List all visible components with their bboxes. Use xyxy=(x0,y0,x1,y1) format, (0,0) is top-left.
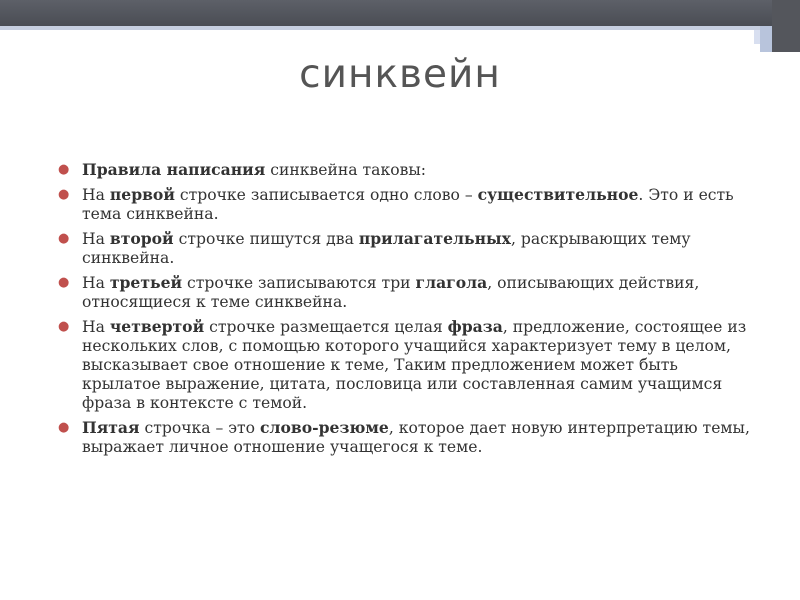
bullet-icon: ● xyxy=(58,319,70,334)
header-stripe xyxy=(0,26,800,30)
item-text xyxy=(82,186,734,223)
list-item xyxy=(56,229,756,268)
text-run: строчке записывается одно слово – xyxy=(174,186,478,204)
text-run: , описывающих действия, относящиеся к теме синквейна. xyxy=(82,274,700,311)
bullet-icon: ● xyxy=(58,231,70,246)
bullet-icon: ● xyxy=(58,420,70,435)
text-run: На xyxy=(82,230,110,248)
bold-term: второй xyxy=(109,229,174,248)
item-text xyxy=(82,274,699,311)
bullet-icon: ● xyxy=(58,275,70,290)
corner-decoration xyxy=(772,0,800,52)
text-run: строчке размещается целая xyxy=(204,318,448,336)
text-run: , предложение, состоящее из нескольких слов, с помощью которого учащийся характеризует тему в целом, высказывает свое отношение к теме, Таким предложением может быть крылатое выражение, цитата, пословица или составленная самим учащимся фраза в контексте с темой. xyxy=(82,318,747,412)
corner-accent xyxy=(760,26,772,52)
text-run: строчке записываются три xyxy=(182,274,416,292)
list-item xyxy=(56,273,756,312)
text-run: синквейна таковы: xyxy=(265,161,427,179)
item-text xyxy=(82,161,426,179)
list-item xyxy=(56,418,756,457)
bullet-icon: ● xyxy=(58,187,70,202)
bold-term: глагола xyxy=(415,273,488,292)
slide-title: синквейн xyxy=(299,52,501,97)
header-bar xyxy=(0,0,800,26)
bold-term: Пятая xyxy=(82,418,140,437)
text-run: На xyxy=(82,318,110,336)
bullet-list xyxy=(56,160,756,462)
bold-term: третьей xyxy=(109,273,183,292)
list-item xyxy=(56,185,756,224)
item-text xyxy=(82,230,691,267)
text-run: строчке пишутся два xyxy=(173,230,359,248)
text-run: , раскрывающих тему синквейна. xyxy=(82,230,691,267)
bold-term: первой xyxy=(109,185,175,204)
list-item xyxy=(56,317,756,413)
bullet-icon: ● xyxy=(58,162,70,177)
text-run: строчка – это xyxy=(139,419,261,437)
text-run: На xyxy=(82,274,110,292)
text-run: . Это и есть тема синквейна. xyxy=(82,186,734,223)
corner-accent-light xyxy=(754,30,760,44)
bold-term: слово-резюме xyxy=(260,418,389,437)
item-text xyxy=(82,318,746,412)
text-run: На xyxy=(82,186,110,204)
bold-term: существительное xyxy=(477,185,639,204)
bold-term: Правила написания xyxy=(82,160,266,179)
item-text xyxy=(82,419,750,456)
list-item xyxy=(56,160,756,180)
bold-term: фраза xyxy=(447,317,503,336)
bold-term: четвертой xyxy=(109,317,205,336)
text-run: , которое дает новую интерпретацию темы, выражает личное отношение учащегося к теме. xyxy=(82,419,750,456)
bold-term: прилагательных xyxy=(358,229,511,248)
